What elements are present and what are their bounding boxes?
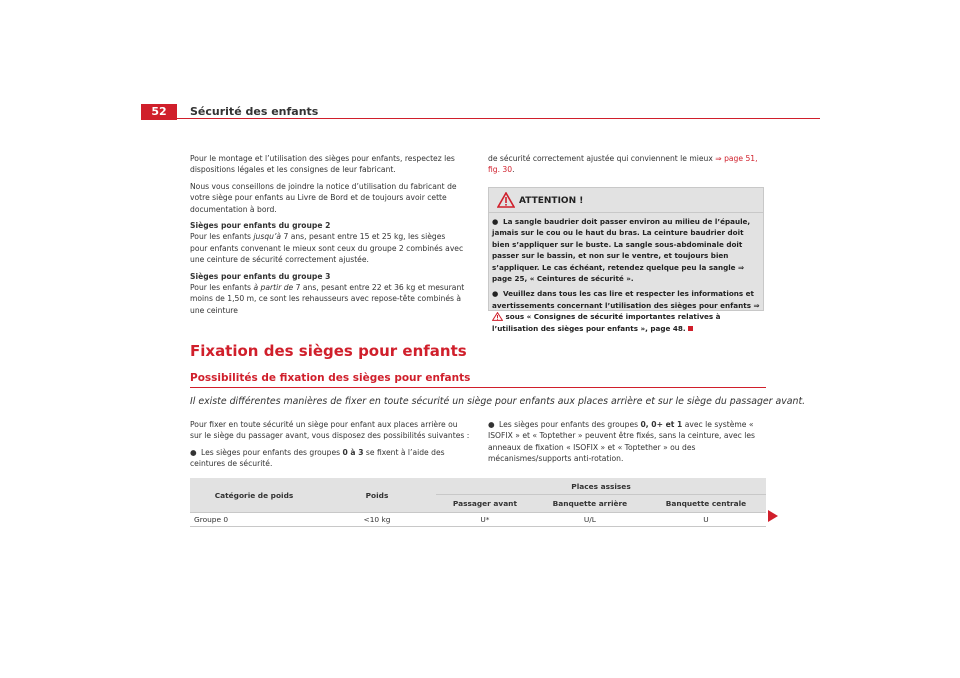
header-weight: Poids <box>318 478 436 513</box>
section-title: Fixation des sièges pour enfants <box>190 342 467 360</box>
attention-body <box>492 216 762 338</box>
paragraph-notice: Nous vous conseillons de joindre la notice d’utilisation du fabricant de votre siège pour enfants au Livre de Bord et de toujours avoir cette documentation à bord. <box>190 181 457 214</box>
attention-bullet-1 <box>492 216 762 284</box>
cell-rear: U/L <box>534 513 646 527</box>
group3-text-end: 7 ans, pesant entre 22 et 36 kg et mesurant moins de 1,50 m, ce sont les rehausseurs avec repose-tête combinés à une ceinture <box>190 283 465 315</box>
table-header-row <box>190 478 766 495</box>
fixation-bullet-belts-groups: 0 à 3 <box>342 447 364 457</box>
continuation-end: . <box>512 165 515 175</box>
fixation-bullet-belts <box>190 447 470 470</box>
group2-paragraph <box>190 220 465 231</box>
group3-paragraph <box>190 271 465 282</box>
page-reference-link[interactable]: ⇒ page 51, fig. 30 <box>488 154 758 175</box>
group2-text-start: Pour les enfants <box>190 232 254 242</box>
paragraph-montage: Pour le montage et l’utilisation des sièges pour enfants, respectez les dispositions légales et les consignes de leur fabricant. <box>190 154 455 175</box>
group2-text-end: 7 ans, pesant entre 15 et 25 kg, les sièges pour enfants convenant le mieux sont ceux du groupe 2 combinés avec une ceinture de sécurité correctement ajustée. <box>190 232 464 265</box>
continuation-start: de sécurité correctement ajustée qui conviennent le mieux <box>488 154 716 163</box>
attention-bullet-1-text: La sangle baudrier doit passer environ au milieu de l’épaule, jamais sur le cou ou le haut du bras. La ceinture baudrier doit bien s’appliquer sur le buste. La sangle sous-abdominale doit passer sur le bassin, et non sur le ventre, et toujours bien s’appliquer. Le cas échéant, retendez quelque peu la sangle ⇒ page 25, « Ceintures de sécurité ». <box>492 217 751 284</box>
bullet-icon: ● <box>190 447 197 457</box>
attention-divider <box>489 212 763 213</box>
end-of-section-icon <box>688 326 693 331</box>
header-center: Banquette centrale <box>646 495 766 513</box>
fixation-bullet-belts-start: Les sièges pour enfants des groupes <box>201 447 343 457</box>
group3-text-start: Pour les enfants <box>190 283 254 293</box>
fixation-bullet-belts-end: se fixent à l’aide des ceintures de sécurité. <box>190 447 445 469</box>
fixation-bullet-isofix-end: avec le système « ISOFIX » et « Toptether » peuvent être fixés, sans la ceinture, avec les anneaux de fixation « ISOFIX » et « Toptether » ou des mécanismes/supports anti-rotation. <box>488 420 755 464</box>
warning-triangle-icon <box>497 192 515 208</box>
header-divider <box>176 118 820 119</box>
group3-text <box>190 282 465 316</box>
fixation-right-column <box>488 419 768 470</box>
fixation-bullet-isofix-start: Les sièges pour enfants des groupes <box>499 420 641 429</box>
bullet-icon: ● <box>488 420 495 429</box>
attention-title: ATTENTION ! <box>519 196 584 206</box>
page-title: Sécurité des enfants <box>190 105 319 118</box>
cell-center: U <box>646 513 766 527</box>
group3-heading: Sièges pour enfants du groupe 3 <box>190 271 331 281</box>
group2-heading: Sièges pour enfants du groupe 2 <box>190 221 331 231</box>
header-front: Passager avant <box>436 495 534 513</box>
attention-bullet-2 <box>492 288 762 334</box>
cell-category: Groupe 0 <box>190 513 318 527</box>
group3-emphasis: à partir de <box>253 283 294 293</box>
right-column <box>488 153 768 181</box>
group2-text <box>190 231 465 265</box>
next-page-arrow-icon[interactable] <box>768 510 778 522</box>
subtitle-divider <box>190 387 766 388</box>
attention-bullet-2-text-end: sous « Consignes de sécurité importantes relatives à l’utilisation des sièges pour enfants », page 48. <box>492 312 721 333</box>
cell-weight: <10 kg <box>318 513 436 527</box>
section-subtitle: Possibilités de fixation des sièges pour enfants <box>190 372 471 384</box>
fixation-bullet-isofix <box>488 419 768 465</box>
warning-triangle-icon <box>492 312 503 321</box>
header-rear: Banquette arrière <box>534 495 646 513</box>
left-column <box>190 153 465 321</box>
page-number: 52 <box>141 104 177 120</box>
group2-emphasis: jusqu’à <box>253 232 282 242</box>
seat-table <box>190 478 766 527</box>
table-row <box>190 513 766 527</box>
attention-box <box>488 187 764 333</box>
fixation-left-column <box>190 419 470 475</box>
seat-table-wrapper <box>190 478 766 527</box>
attention-bullet-2-text-start: Veuillez dans tous les cas lire et respecter les informations et avertissements concernant l’utilisation des sièges pour enfants ⇒ <box>492 289 760 310</box>
continuation-text <box>488 153 768 176</box>
header-category: Catégorie de poids <box>190 478 318 513</box>
bullet-icon: ● <box>492 217 499 226</box>
bullet-icon: ● <box>492 289 499 299</box>
header-places: Places assises <box>436 478 766 495</box>
fixation-bullet-isofix-groups: 0, 0+ et 1 <box>640 420 683 429</box>
cell-front: U* <box>436 513 534 527</box>
section-intro: Il existe différentes manières de fixer en toute sécurité un siège pour enfants aux places arrière et sur le siège du passager avant. <box>190 396 806 407</box>
fixation-intro: Pour fixer en toute sécurité un siège pour enfant aux places arrière ou sur le siège du passager avant, vous disposez des possibilités suivantes : <box>190 420 470 441</box>
